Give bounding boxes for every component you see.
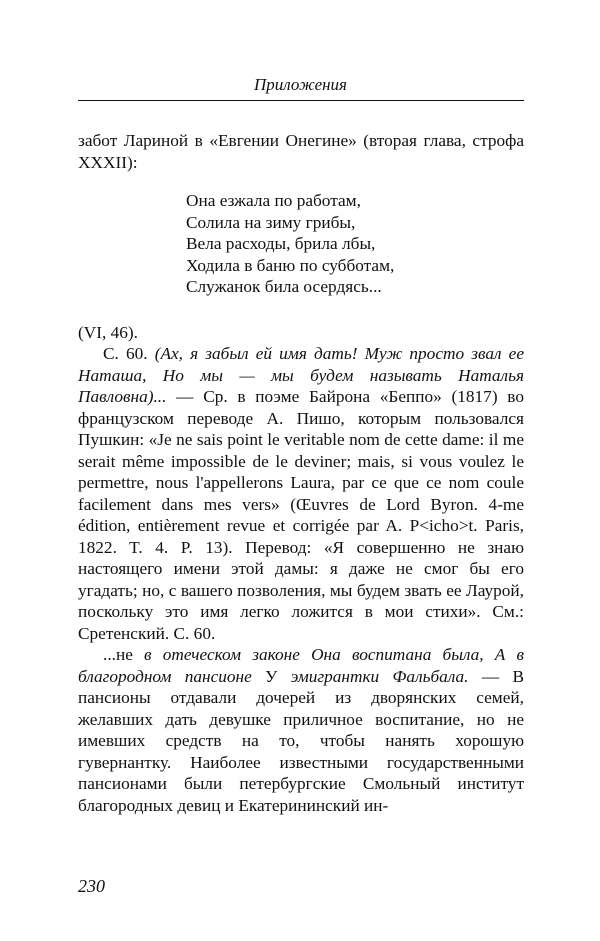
quote-connector: У — [251, 666, 291, 686]
poem-line: Вела расходы, брила лбы, — [186, 234, 376, 253]
page-ref: С. 60. — [103, 344, 155, 363]
paragraph-intro: забот Лариной в «Евгении Онегине» (вторая глава, строфа XXXII): — [78, 131, 524, 172]
poem-line: Ходила в баню по субботам, — [186, 255, 395, 275]
commentary-pension — [78, 644, 524, 816]
quoted-lines: (Ах, я забыл ей имя дать! Муж просто звал ее Наташа, Но мы — мы будем называть Наталья Павловна)... — [78, 344, 525, 406]
poem-reference: (VI, 46). — [78, 322, 138, 342]
poem-line: Она езжала по работам, — [186, 191, 361, 210]
commentary-p60 — [78, 343, 524, 644]
body-text — [78, 130, 524, 816]
commentary-text: — Ср. в поэме Байрона «Беппо» (1817) во французском переводе А. Пишо, которым пользовался Пушкин: «Je ne sais point le veritable nom de cette dame: il me serait même impossible de le deviner; mais, si vous voulez le permettre, nous l'appellerons Laura, par ce que ce nom coule facilement dans mes vers» (Œuvres de Lord Byron. 4-me édition, entièrement revue et corrigée par A. P<icho>t. Paris, 1822. T. 4. P. 13). Перевод: «Я совершенно не знаю настоящего имени этой дамы: я даже не смог бы его угадать; но, с вашего позволения, мы будем звать ее Лаурой, поскольку это имя легко ложится в мои стихи». См.: Сретенский. С. 60. — [78, 387, 524, 643]
poem-line: Служанок била осердясь... — [186, 277, 382, 296]
quote-lead: ...не — [103, 645, 145, 664]
quoted-lines: в отеческом законе Она воспитана была, А в благородном пансионе — [78, 645, 524, 686]
poem-line: Солила на зиму грибы, — [186, 212, 356, 232]
poem-quote — [186, 190, 524, 298]
commentary-text: — В пансионы отдавали дочерей из дворянских семей, желавших дать девушке приличное воспитание, но не имевших средств на то, чтобы нанять хорошую гувернантку. Наиболее известными государственными пансионами были петербургские Смольный институт благородных девиц и Екатерининский ин- — [78, 666, 525, 815]
quoted-lines: эмигрантки Фальбала. — [290, 666, 469, 686]
page-number: 230 — [78, 876, 105, 896]
header-rule — [78, 100, 524, 101]
running-head: Приложения — [254, 75, 347, 94]
